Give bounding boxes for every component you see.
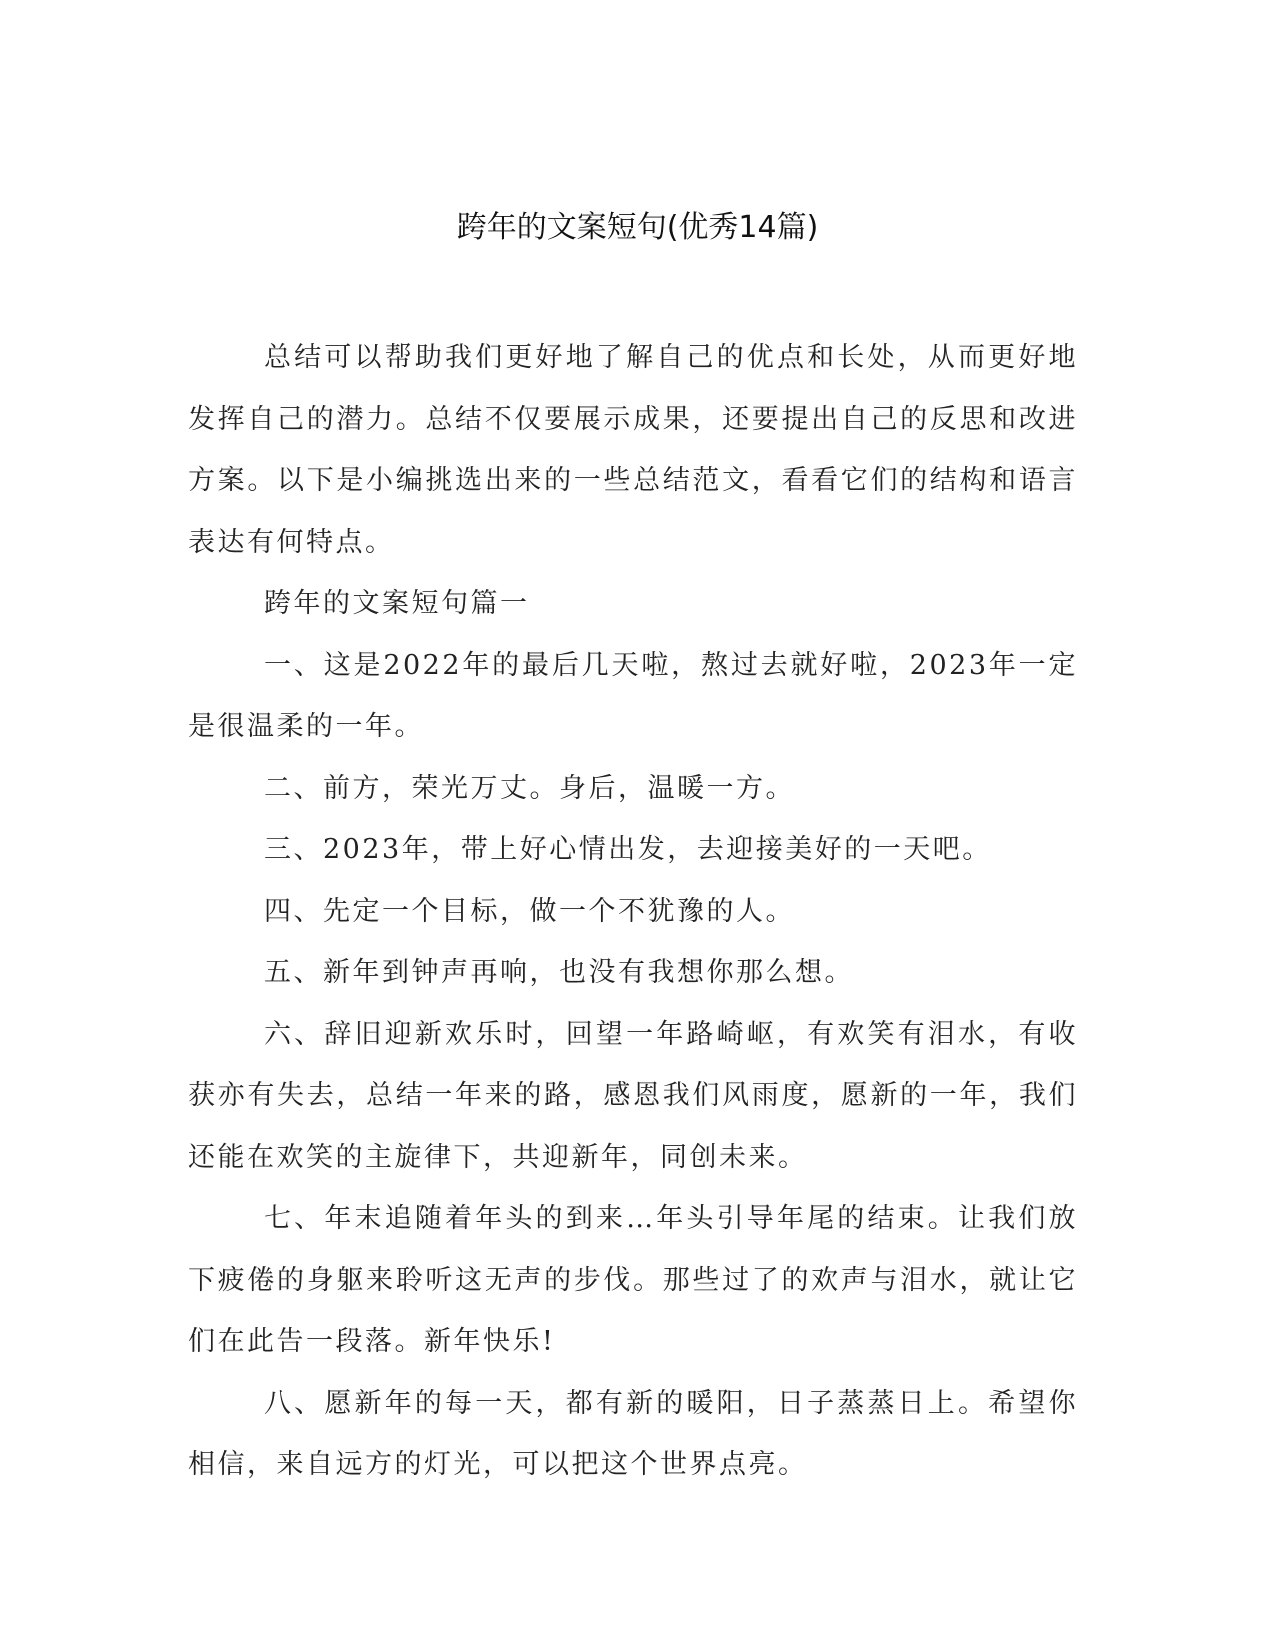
document-title: 跨年的文案短句(优秀14篇) bbox=[456, 210, 819, 245]
document-body bbox=[188, 327, 1078, 1496]
paragraph-item-8: 八、愿新年的每一天，都有新的暖阳，日子蒸蒸日上。希望你相信，来自远方的灯光，可以把这个世界点亮。 bbox=[188, 1387, 1078, 1480]
paragraph-item-6: 六、辞旧迎新欢乐时，回望一年路崎岖，有欢笑有泪水，有收获亦有失去，总结一年来的路，感恩我们风雨度，愿新的一年，我们还能在欢笑的主旋律下，共迎新年，同创未来。 bbox=[188, 1018, 1078, 1173]
intro-paragraph: 总结可以帮助我们更好地了解自己的优点和长处，从而更好地发挥自己的潜力。总结不仅要展示成果，还要提出自己的反思和改进方案。以下是小编挑选出来的一些总结范文，看看它们的结构和语言表达有何特点。 bbox=[188, 342, 1078, 558]
paragraph-item-7: 七、年末追随着年头的到来…年头引导年尾的结束。让我们放下疲倦的身躯来聆听这无声的步伐。那些过了的欢声与泪水，就让它们在此告一段落。新年快乐! bbox=[188, 1203, 1078, 1357]
paragraph-item-2: 二、前方，荣光万丈。身后，温暖一方。 bbox=[264, 772, 795, 804]
paragraph-item-4: 四、先定一个目标，做一个不犹豫的人。 bbox=[264, 895, 795, 927]
paragraph-item-1: 一、这是2022年的最后几天啦，熬过去就好啦，2023年一定是很温柔的一年。 bbox=[188, 649, 1078, 742]
section-heading: 跨年的文案短句篇一 bbox=[264, 588, 530, 619]
paragraph-item-3: 三、2023年，带上好心情出发，去迎接美好的一天吧。 bbox=[264, 834, 992, 865]
paragraph-item-5: 五、新年到钟声再响，也没有我想你那么想。 bbox=[264, 957, 854, 988]
